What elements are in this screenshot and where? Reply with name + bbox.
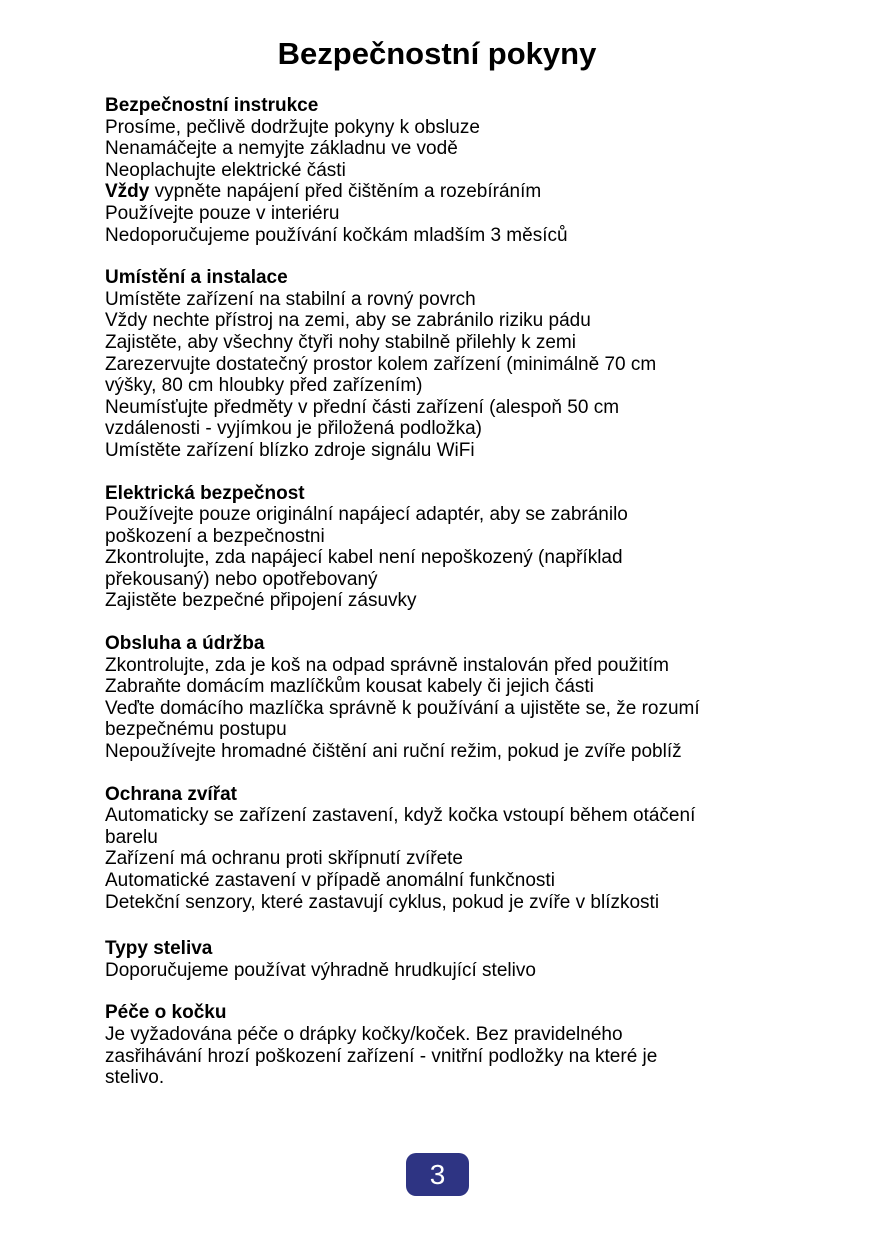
- text-line: Je vyžadována péče o drápky kočky/koček. Bez pravidelného: [105, 1023, 623, 1045]
- text-line: Doporučujeme používat výhradně hrudkující stelivo: [105, 959, 536, 981]
- text-line: Prosíme, pečlivě dodržujte pokyny k obsluze: [105, 116, 480, 138]
- section-heading: Umístění a instalace: [105, 267, 288, 289]
- text-line: Zajistěte bezpečné připojení zásuvky: [105, 590, 417, 612]
- text-line: Vždy nechte přístroj na zemi, aby se zabránilo riziku pádu: [105, 310, 591, 332]
- section-placement-installation: [105, 267, 770, 461]
- section-animal-protection: [105, 784, 770, 914]
- emphasis-rest: vypněte napájení před čištěním a rozebíráním: [149, 181, 542, 203]
- text-line-emphasis: [105, 181, 770, 203]
- text-line: vzdálenosti - vyjímkou je přiložená podložka): [105, 418, 483, 440]
- section-cat-care: [105, 1002, 770, 1088]
- section-operation-maintenance: [105, 633, 770, 763]
- section-heading: Elektrická bezpečnost: [105, 482, 305, 504]
- text-line: Používejte pouze originální napájecí adaptér, aby se zabránilo: [105, 504, 628, 526]
- section-litter-types: [105, 938, 770, 981]
- text-line: Nepoužívejte hromadné čištění ani ruční režim, pokud je zvíře poblíž: [105, 741, 682, 763]
- section-heading: Ochrana zvířat: [105, 783, 237, 805]
- section-electrical-safety: [105, 483, 770, 613]
- text-line: Nedoporučujeme používání kočkám mladším 3 měsíců: [105, 224, 568, 246]
- text-line: zasřihávání hrozí poškození zařízení - vnitřní podložky na které je: [105, 1045, 658, 1067]
- text-line: překousaný) nebo opotřebovaný: [105, 568, 378, 590]
- text-line: Umístěte zařízení na stabilní a rovný povrch: [105, 288, 476, 310]
- text-line: Automatické zastavení v případě anomální funkčnosti: [105, 870, 555, 891]
- section-heading: Bezpečnostní instrukce: [105, 95, 319, 116]
- text-line: Veďte domácího mazlíčka správně k používání a ujistěte se, že rozumí: [105, 697, 700, 719]
- text-line: Používejte pouze v interiéru: [105, 202, 340, 224]
- text-line: stelivo.: [105, 1067, 165, 1089]
- text-line: Zkontrolujte, zda napájecí kabel není nepoškozený (například: [105, 547, 623, 569]
- emphasis-word: Vždy: [105, 181, 150, 203]
- section-safety-instructions: [105, 95, 770, 246]
- text-line: Zajistěte, aby všechny čtyři nohy stabilně přilehly k zemi: [105, 331, 576, 353]
- text-line: Zařízení má ochranu proti skřípnutí zvířete: [105, 848, 463, 870]
- text-line: Detekční senzory, které zastavují cyklus, pokud je zvíře v blízkosti: [105, 891, 660, 913]
- text-line: Nenamáčejte a nemyjte základnu ve vodě: [105, 138, 458, 160]
- text-line: Zarezervujte dostatečný prostor kolem zařízení (minimálně 70 cm: [105, 353, 657, 375]
- text-line: výšky, 80 cm hloubky před zařízením): [105, 375, 423, 397]
- text-line: bezpečnému postupu: [105, 719, 287, 741]
- text-line: Zkontrolujte, zda je koš na odpad správně instalován před použitím: [105, 654, 669, 676]
- section-heading: Péče o kočku: [105, 1002, 227, 1024]
- page-title: Bezpečnostní pokyny: [277, 36, 597, 71]
- text-line: barelu: [105, 826, 158, 848]
- text-line: Neumísťujte předměty v přední části zařízení (alespoň 50 cm: [105, 396, 620, 418]
- page-number-badge: 3: [406, 1153, 469, 1196]
- text-line: poškození a bezpečnostni: [105, 525, 325, 547]
- text-line: Zabraňte domácím mazlíčkům kousat kabely či jejich části: [105, 676, 594, 698]
- text-line: Neoplachujte elektrické části: [105, 159, 346, 181]
- section-heading: Typy steliva: [105, 938, 213, 960]
- document-body: [105, 95, 770, 1110]
- section-heading: Obsluha a údržba: [105, 633, 265, 655]
- text-line: Automaticky se zařízení zastavení, když kočka vstoupí během otáčení: [105, 805, 696, 827]
- text-line: Umístěte zařízení blízko zdroje signálu WiFi: [105, 439, 475, 461]
